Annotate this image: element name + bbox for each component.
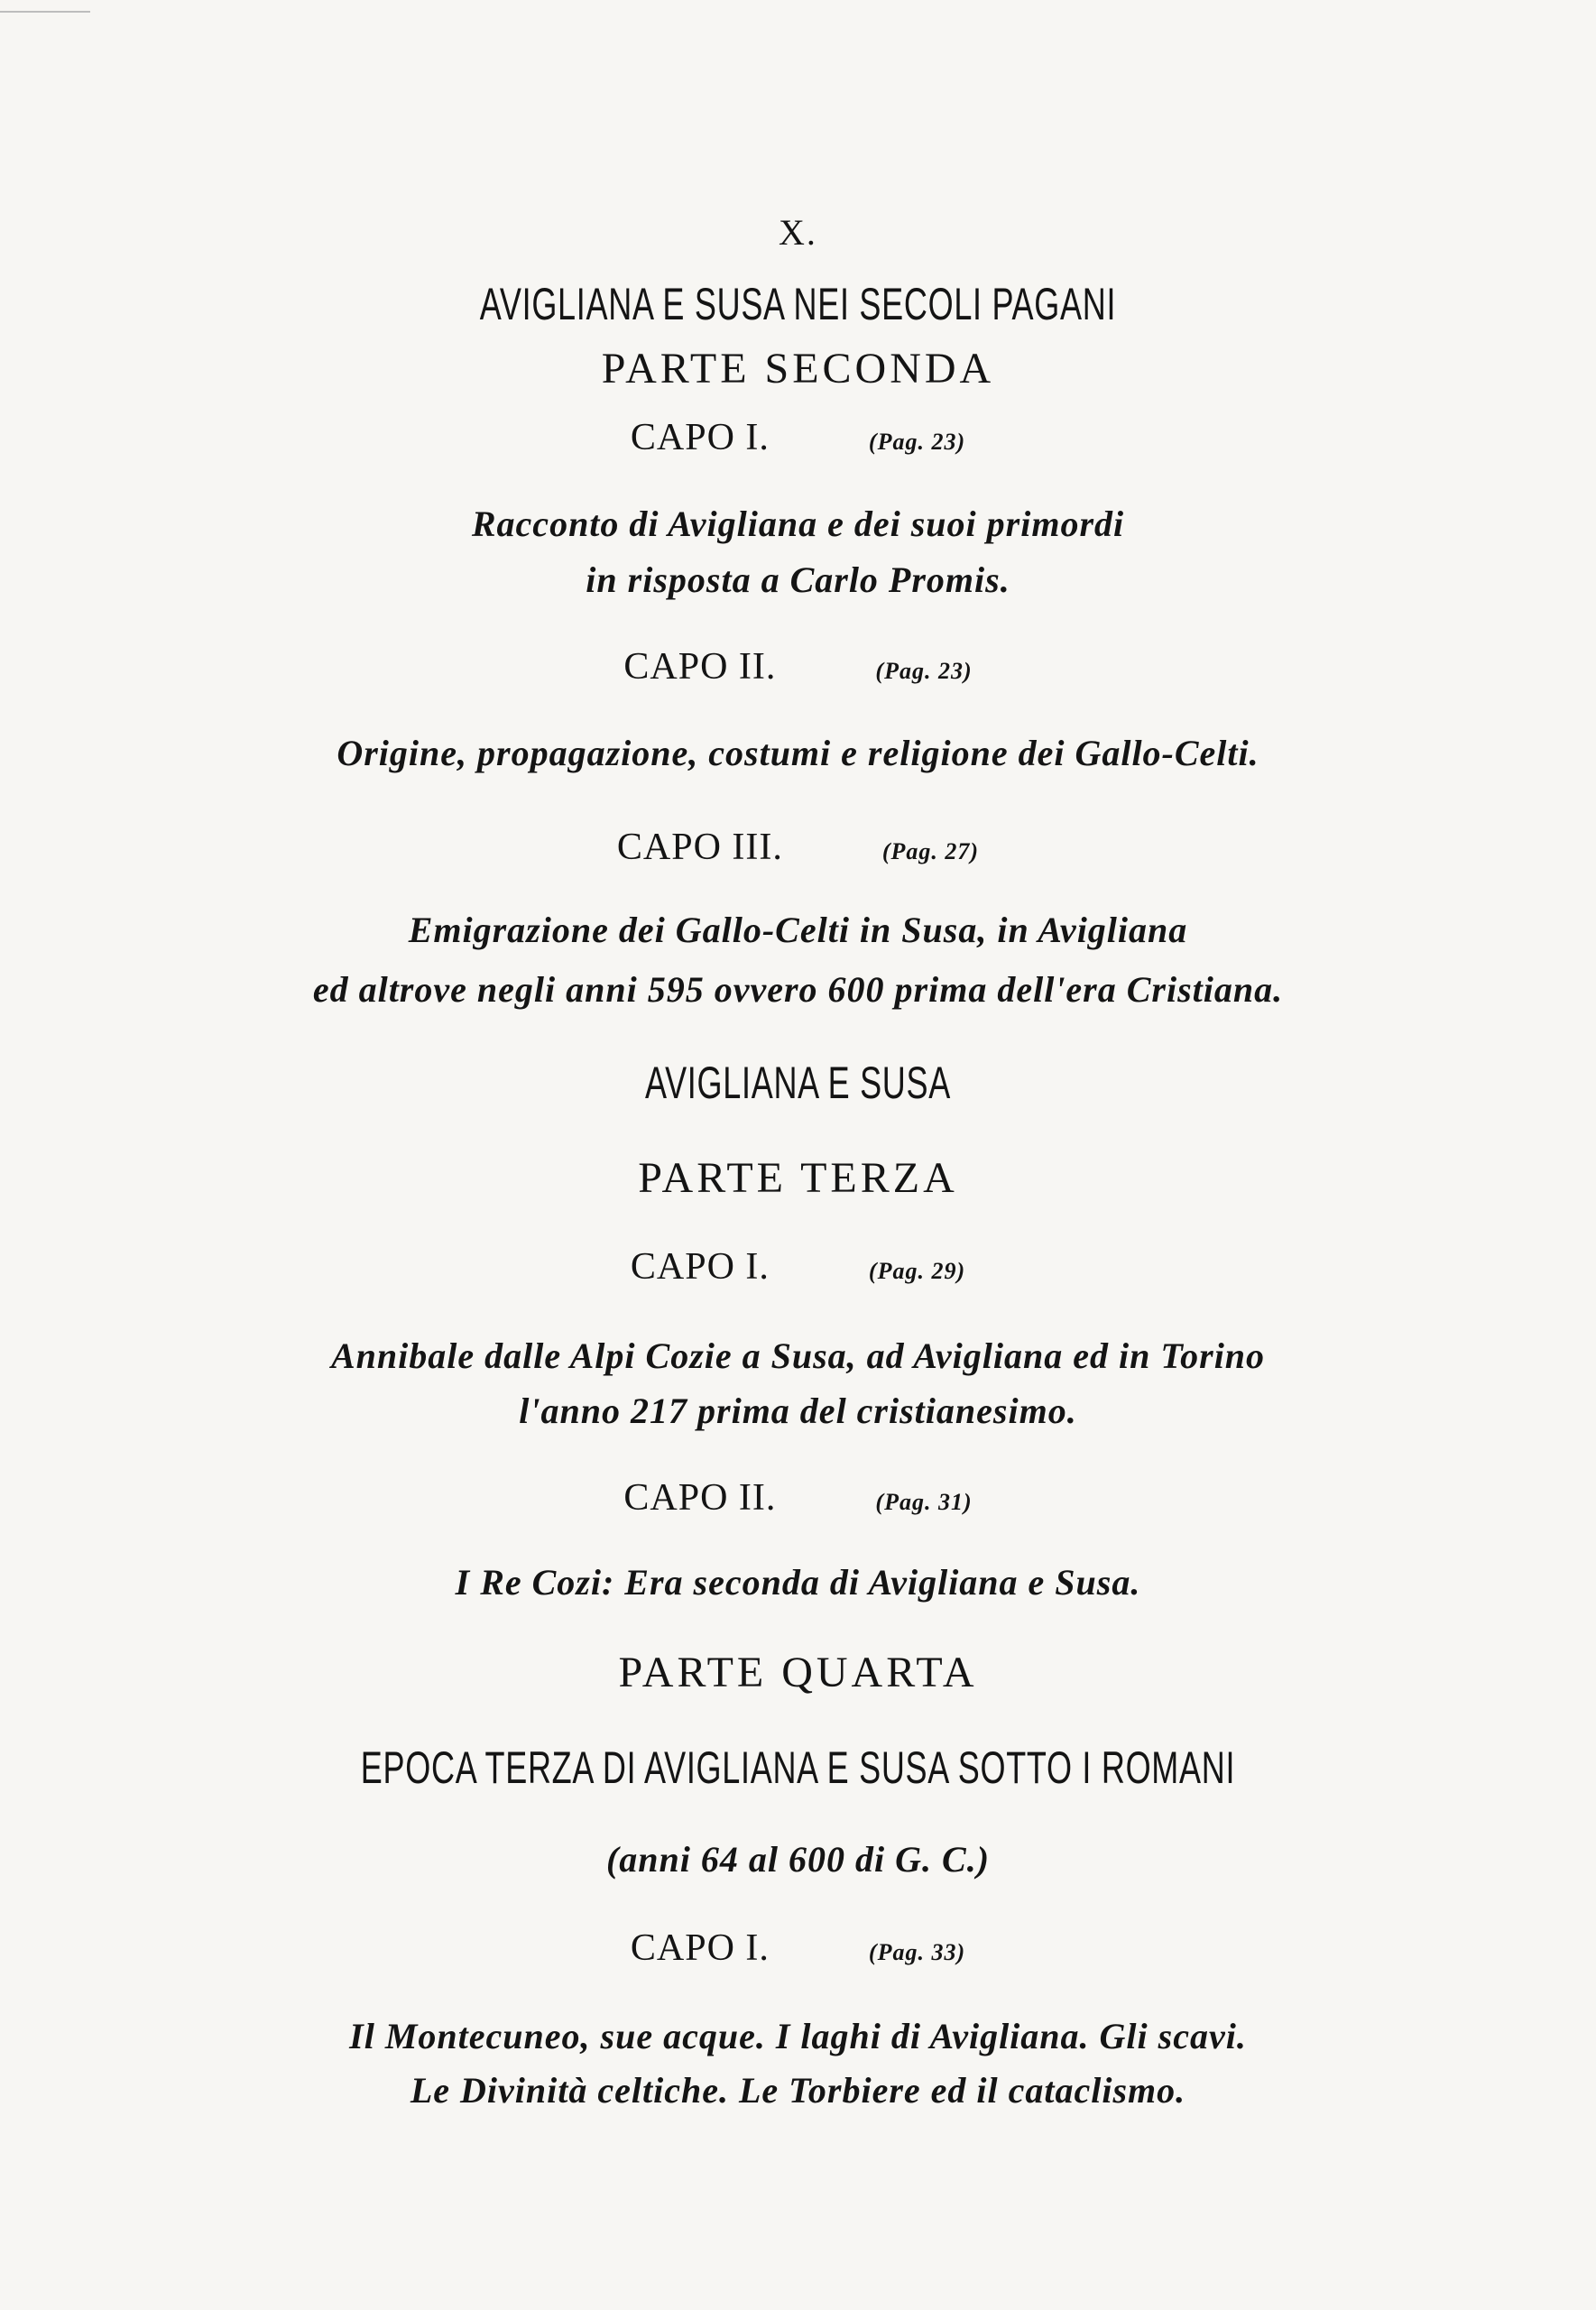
page-reference: (Pag. 27) [881,838,980,864]
chapter-number: CAPO I. [630,1927,770,1969]
chapter-summary-line: Le Divinità celtiche. Le Torbiere ed il cataclismo. [410,2070,1186,2111]
part-heading: PARTE SECONDA [601,345,995,393]
chapter-heading [0,419,1596,457]
chapter-heading [0,1479,1596,1517]
chapter-heading [0,1248,1596,1286]
chapter-summary-line: in risposta a Carlo Promis. [586,559,1010,600]
scan-edge-mark [0,11,90,13]
page-reference: (Pag. 23) [875,658,973,684]
page-reference: (Pag. 23) [868,429,966,455]
chapter-summary-line: I Re Cozi: Era seconda di Avigliana e Susa. [455,1562,1141,1603]
chapter-summary-line: Racconto di Avigliana e dei suoi primordi [471,504,1125,544]
chapter-number: CAPO II. [623,646,777,688]
chapter-summary-line: Annibale dalle Alpi Cozie a Susa, ad Avigliana ed in Torino [330,1335,1266,1376]
part-heading: PARTE QUARTA [618,1649,978,1696]
chapter-number: CAPO II. [623,1477,777,1519]
chapter-summary-line: Origine, propagazione, costumi e religione dei Gallo-Celti. [337,733,1259,773]
chapter-summary-line: Il Montecuneo, sue acque. I laghi di Avigliana. Gli scavi. [349,2016,1247,2056]
chapter-number: CAPO I. [630,417,770,458]
section-subtitle: AVIGLIANA E SUSA [645,1058,951,1108]
chapter-heading [0,1929,1596,1967]
chapter-summary-line: ed altrove negli anni 595 ovvero 600 prima dell'era Cristiana. [312,969,1284,1010]
chapter-heading [0,828,1596,866]
page-reference: (Pag. 31) [875,1489,973,1515]
chapter-summary-line: l'anno 217 prima del cristianesimo. [519,1391,1077,1431]
chapter-summary-line: Emigrazione dei Gallo-Celti in Susa, in Avigliana [408,910,1188,950]
page-number: X. [779,212,817,253]
chapter-heading [0,648,1596,686]
part-heading: PARTE TERZA [638,1154,958,1202]
epoch-heading: EPOCA TERZA DI AVIGLIANA E SUSA SOTTO I ROMANI [360,1742,1236,1793]
years-range: (anni 64 al 600 di G. C.) [605,1839,991,1880]
chapter-number: CAPO III. [616,827,783,868]
chapter-number: CAPO I. [630,1246,770,1288]
page-reference: (Pag. 33) [868,1939,966,1965]
page-reference: (Pag. 29) [868,1258,966,1284]
main-title: AVIGLIANA E SUSA NEI SECOLI PAGANI [479,279,1117,329]
